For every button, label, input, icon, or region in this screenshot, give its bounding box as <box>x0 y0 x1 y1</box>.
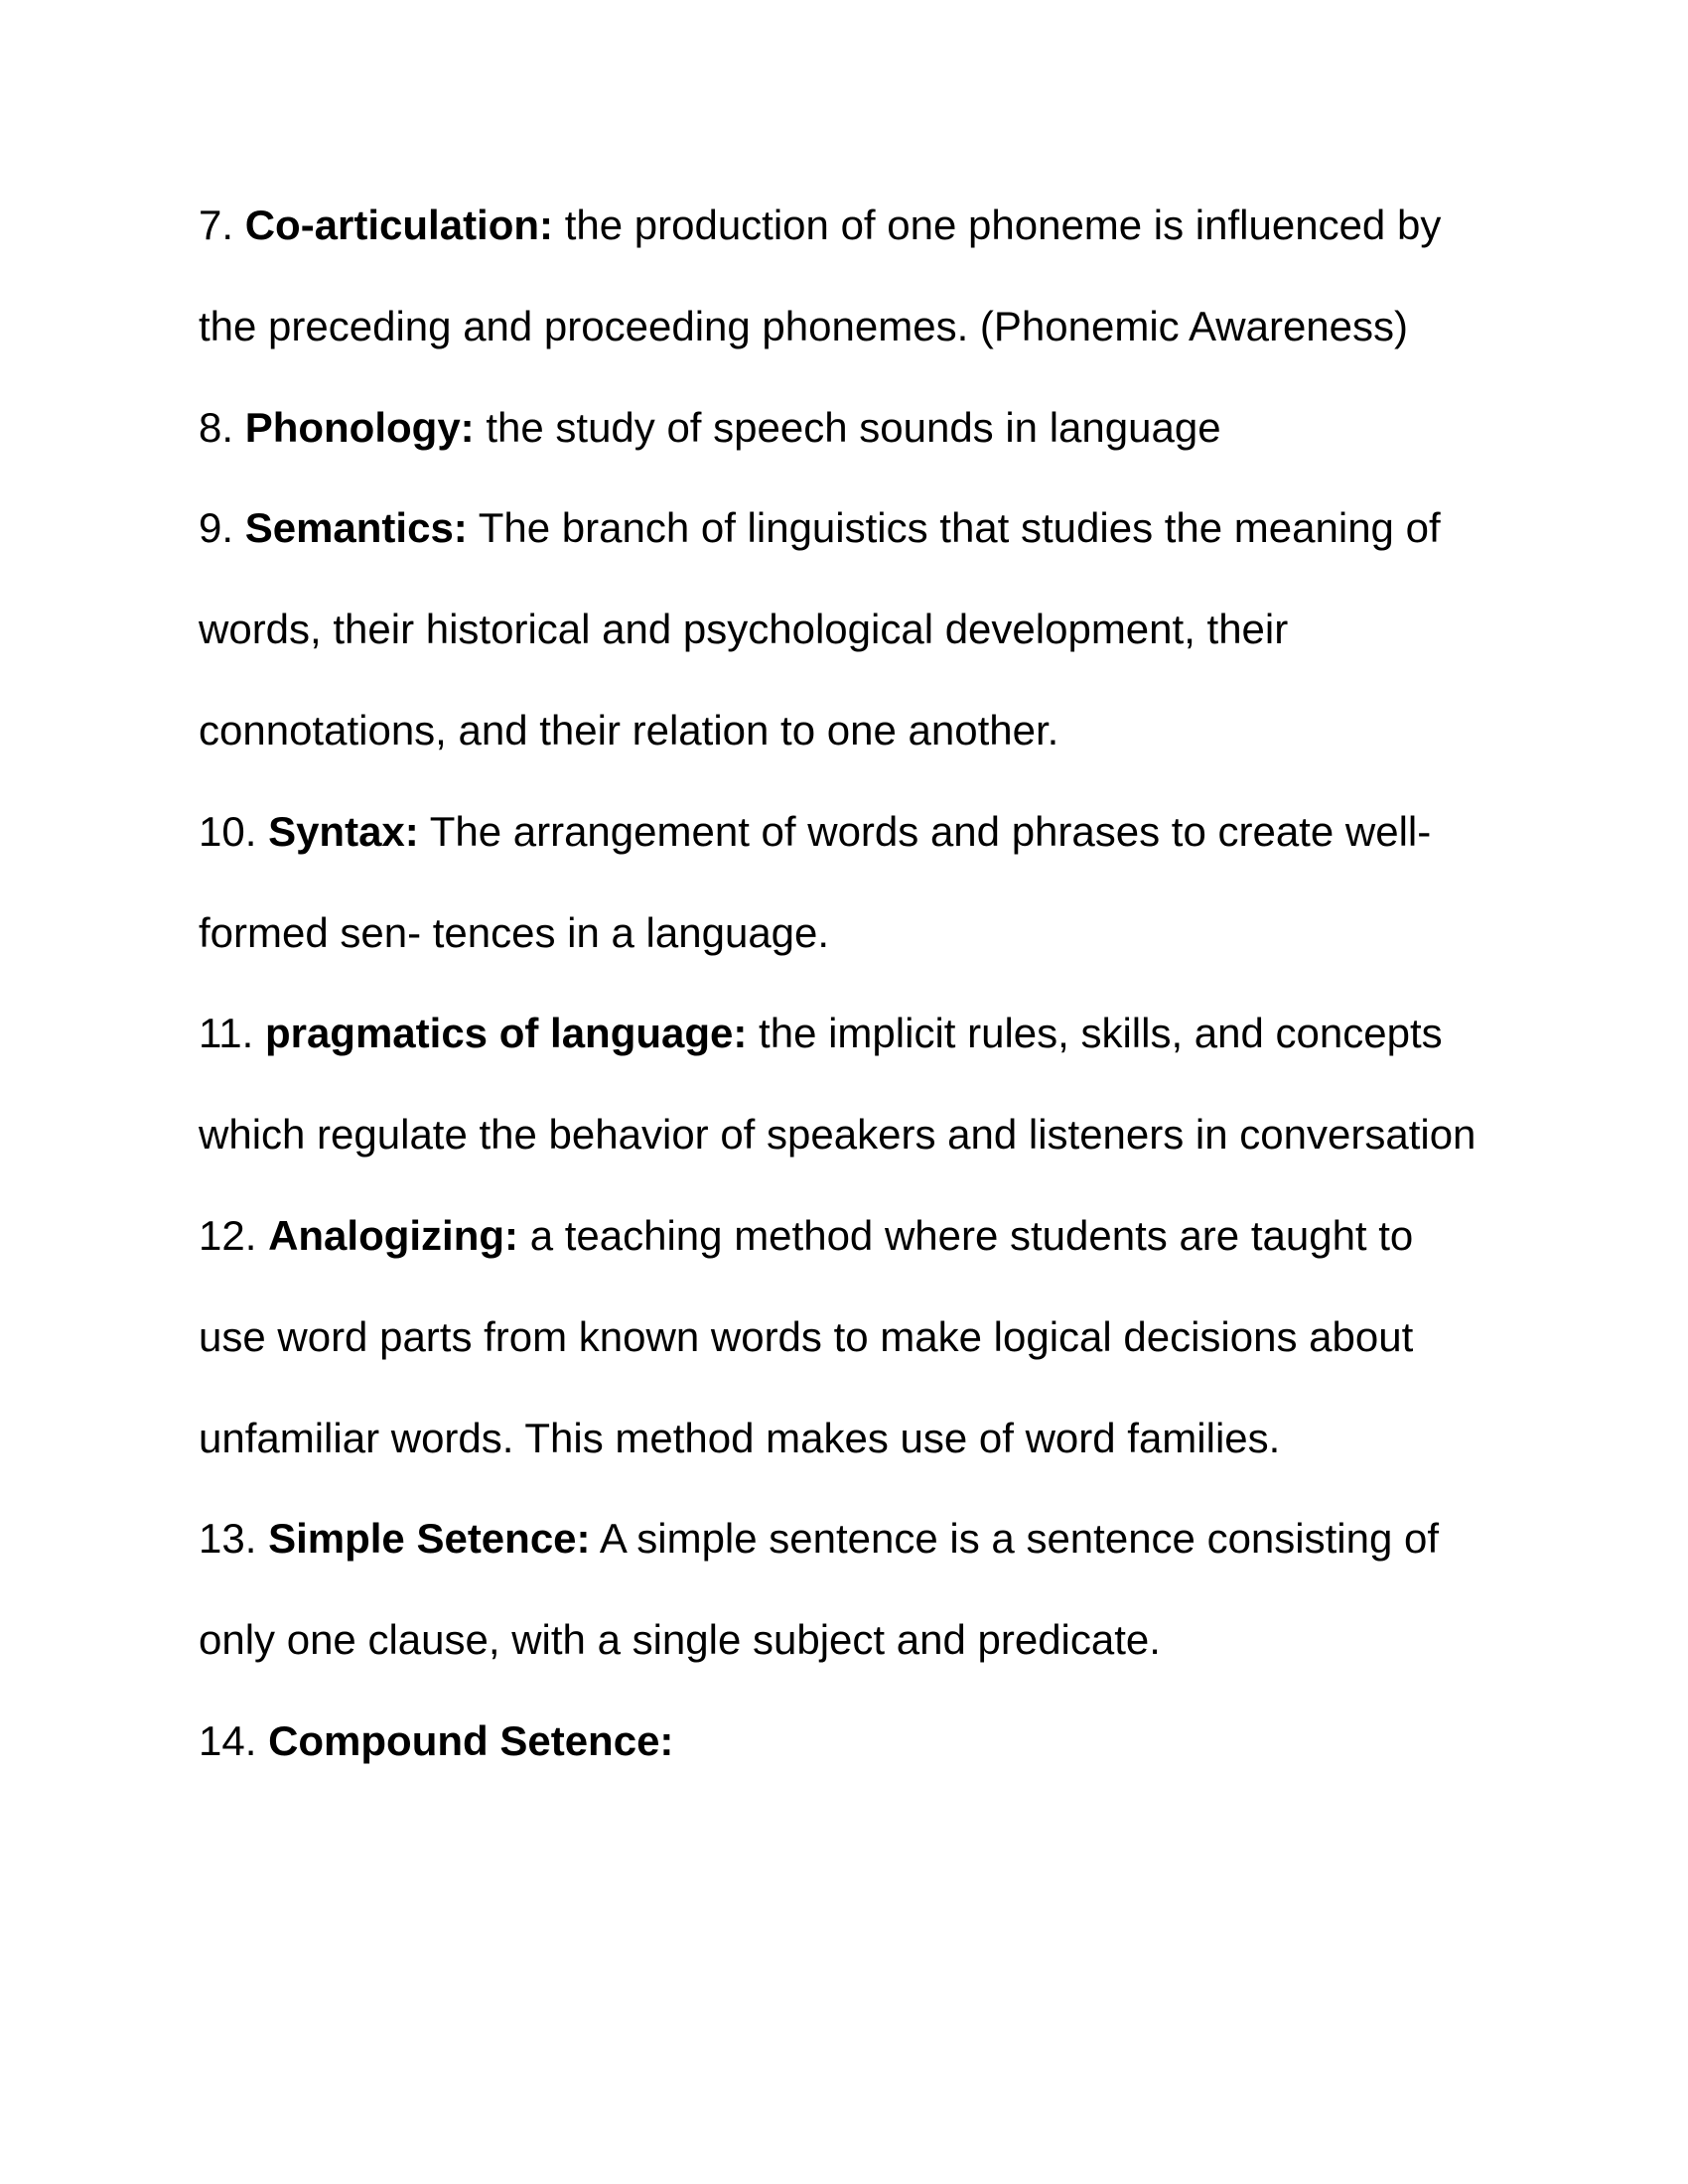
entry-number: 12. <box>199 1211 257 1259</box>
glossary-list <box>199 175 1489 1792</box>
entry-term: Syntax: <box>268 807 419 855</box>
entry-definition: A simple sentence is a sentence consisting of only one clause, with a single subject and predicate. <box>199 1515 1440 1664</box>
glossary-entry-9 <box>199 478 1489 780</box>
entry-term: Compound Setence: <box>268 1716 674 1764</box>
glossary-entry-13 <box>199 1488 1489 1691</box>
entry-term: Phonology: <box>244 403 475 451</box>
entry-definition: a teaching method where students are taught to use word parts from known words to make logical decisions about unfamiliar words. This method makes use of word families. <box>199 1211 1414 1461</box>
entry-definition: the production of one phoneme is influenced by the preceding and proceeding phonemes. (Phonemic Awareness) <box>199 202 1442 349</box>
entry-term: Simple Setence: <box>268 1515 591 1563</box>
glossary-entry-11 <box>199 983 1489 1185</box>
entry-term: Co-articulation: <box>244 202 554 248</box>
entry-number: 7. <box>199 202 234 248</box>
entry-number: 10. <box>199 807 257 855</box>
entry-definition: The branch of linguistics that studies the meaning of words, their historical and psychological development, their connotations, and their relation to one another. <box>199 504 1441 753</box>
entry-term: Analogizing: <box>268 1211 519 1259</box>
entry-term: Semantics: <box>244 504 468 552</box>
entry-number: 8. <box>199 403 234 451</box>
entry-definition: the implicit rules, skills, and concepts which regulate the behavior of speakers and listeners in conversation <box>199 1010 1477 1159</box>
glossary-entry-8 <box>199 377 1489 478</box>
glossary-entry-14 <box>199 1691 1489 1792</box>
entry-number: 9. <box>199 504 234 552</box>
glossary-entry-12 <box>199 1185 1489 1488</box>
entry-definition: the study of speech sounds in language <box>486 403 1221 451</box>
glossary-entry-7 <box>199 175 1489 377</box>
glossary-entry-10 <box>199 781 1489 984</box>
entry-number: 11. <box>199 1010 254 1057</box>
entry-term: pragmatics of language: <box>264 1010 748 1057</box>
entry-number: 13. <box>199 1515 257 1563</box>
entry-definition: The arrangement of words and phrases to create well-formed sen- tences in a language. <box>199 807 1432 956</box>
entry-number: 14. <box>199 1716 257 1764</box>
